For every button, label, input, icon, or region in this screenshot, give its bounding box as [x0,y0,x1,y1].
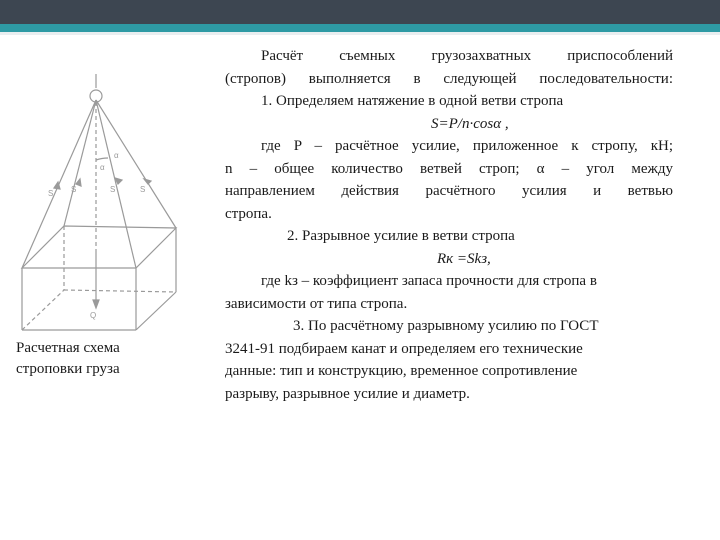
item-3-line-1: 3. По расчётному разрывному усилию по ГОСТ [293,318,599,334]
force-label-3: S [110,185,116,194]
angle-arc [96,158,108,160]
body-text [225,45,673,405]
item-1: 1. Определяем натяжение в одной ветви стропа [261,93,564,109]
load-top-face [22,226,176,268]
formula-tension: S=P/n·cosα , [431,115,509,132]
p1-line-2: (стропов) выполняется в следующей последовательности: [225,70,673,87]
item-2: 2. Разрывное усилие в ветви стропа [287,228,515,244]
figure-caption [16,338,186,380]
item-3-line-2: 3241-91 подбираем канат и определяем его технические [225,340,583,357]
angle-label: α [114,151,119,160]
force-label-2: S [71,185,77,194]
p2-line-4: стропа. [225,205,272,222]
p3-line-1: где kз – коэффициент запаса прочности для стропа в [261,273,597,289]
load-label: Q [90,311,97,320]
formula-breaking: Rк =Skз, [437,250,491,267]
caption-line-1: Расчетная схема [16,340,120,356]
top-divider [0,32,720,35]
sling-branch-3 [96,100,136,268]
title-bar [0,0,720,24]
force-label-4: S [140,185,146,194]
angle-label-2: α [100,163,105,172]
p2-line-2: n – общее количество ветвей строп; α – угол между [225,160,673,177]
item-3-line-4: разрыву, разрывное усилие и диаметр. [225,385,470,402]
p2-line-3: направлением действия расчётного усилия и ветвью [225,183,673,199]
accent-stripe [0,24,720,32]
sling-branch-4 [96,100,176,228]
p2-line-1: где P – расчётное усилие, приложенное к стропу, кН; [261,138,673,154]
slinging-diagram [14,60,204,360]
caption-line-2: строповки груза [16,361,120,377]
item-3-line-3: данные: тип и конструкцию, временное сопротивление [225,363,578,379]
force-label-1: S [48,189,54,198]
p3-line-2: зависимости от типа стропа. [225,295,408,312]
p1-line-1: Расчёт съемных грузозахватных приспособлений [261,48,673,64]
